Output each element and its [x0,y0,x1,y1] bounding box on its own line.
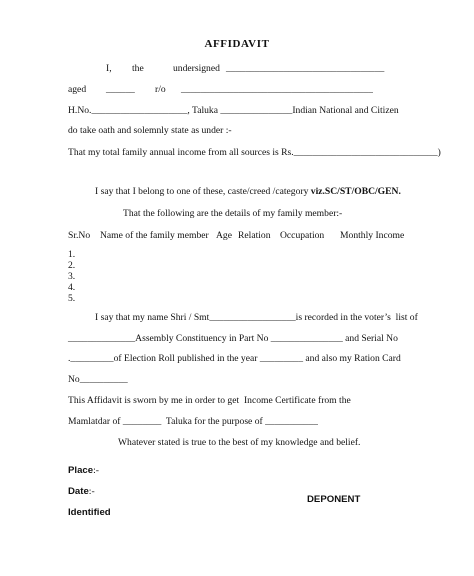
house-number-line: H.No.____________________, Taluka _______________Indian National and Citizen [68,105,399,116]
table-row: 4. [68,282,76,293]
truth-statement: Whatever stated is true to the best of my knowledge and belief. [118,437,361,448]
voter-line: I say that my name Shri / Smt__________________is recorded in the voter’s list of [95,312,418,323]
place-label-suffix: :- [93,465,99,476]
oath-line: do take oath and solemnly state as under :- [68,125,232,136]
voter-line: ._________of Election Roll published in the year _________ and also my Ration Card [68,353,401,364]
caste-line [95,186,401,198]
sworn-line: Mamlatdar of ________ Taluka for the purpose of ___________ [68,416,318,427]
table-row: 2. [68,260,76,271]
sworn-line: This Affidavit is sworn by me in order to get Income Certificate from the [68,395,351,406]
intro-ro: r/o [155,84,166,95]
caste-text: I say that I belong to one of these, caste/creed /category [95,186,311,197]
document-title: AFFIDAVIT [204,38,270,50]
header-sr-no: Sr.No [68,230,91,241]
place-label-text: Place [68,465,94,476]
header-family-member-name: Name of the family member [100,230,209,241]
header-age: Age [216,230,232,241]
date-label [68,486,95,498]
table-row: 3. [68,271,76,282]
identified-label: Identified [68,507,111,518]
intro-the: the [132,63,144,74]
deponent-label: DEPONENT [307,494,361,505]
voter-line: No__________ [68,374,128,385]
date-label-text: Date [68,486,89,497]
intro-i: I, [106,63,112,74]
header-monthly-income: Monthly Income [340,230,405,241]
intro-aged: aged [68,84,87,95]
residence-blank: ________________________________________ [181,84,373,95]
income-line: That my total family annual income from all sources is Rs.______________________________) [68,147,441,158]
table-row: 1. [68,249,76,260]
voter-line: ______________Assembly Constituency in Part No _______________ and Serial No [68,333,398,344]
date-label-suffix: :- [88,486,95,497]
header-occupation: Occupation [280,230,325,241]
name-blank: _________________________________ [226,63,385,74]
place-label [68,465,99,477]
family-intro: That the following are the details of my family member:- [123,208,343,219]
header-relation: Relation [238,230,271,241]
intro-undersigned: undersigned [173,63,220,74]
caste-categories: viz.SC/ST/OBC/GEN. [310,186,401,197]
age-blank: ______ [106,84,135,95]
table-row: 5. [68,293,76,304]
